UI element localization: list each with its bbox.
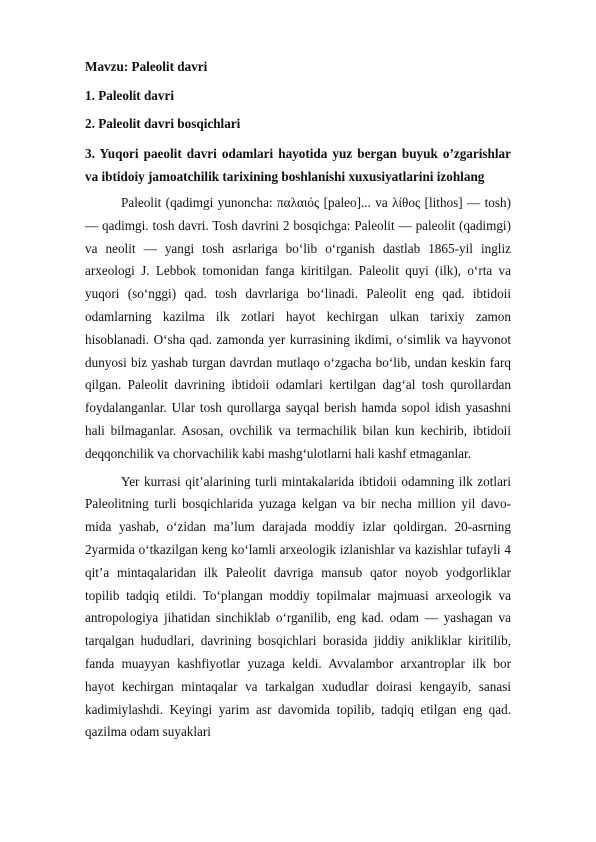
- heading-2: 2. Paleolit davri bosqichlari: [85, 116, 241, 131]
- document-page: [85, 58, 511, 744]
- paragraph-2: Yer kurrasi qit’alarining turli mintakalarida ibtidoii odamning ilk zotlari Paleolitning turli bosqichlarida yuzaga kelgan va bir necha million yil davo-mida yashab, o‘zidan ma’lum darajada moddiy izlar qoldirgan. 20-asrning 2yarmida o‘tkazilgan keng ko‘lamli arxeologik izlanishlar va kazishlar tufayli 4 qit’a mintaqalaridan ilk Paleolit davriga mansub qator noyob yodgorliklar topilib tadqiq etildi. To‘plangan moddiy topilmalar majmuasi arxeologik va antropologiya jihatidan sinchiklab o‘rganilib, eng kad. odam — yashagan va tarqalgan hududlari, davrining bosqichlari borasida jiddiy anikliklar kiritilib, fanda muayyan kashfiyotlar yuzaga keldi. Avvalambor arxantroplar ilk bor hayot kechirgan mintaqalar va tarkalgan xududlar doirasi kengayib, sanasi kadimiylashdi. Keyingi yarim asr davomida topilib, tadqiq etilgan eng qad. qazilma odam suyaklari: [85, 473, 511, 740]
- heading-3: 3. Yuqori paeolit davri odamlari hayotida yuz bergan buyuk o’zgarishlar va ibtidoiy jamoatchilik tarixining boshlanishi xuxusiyatlarini izohlang: [85, 146, 511, 184]
- heading-1: 1. Paleolit davri: [85, 88, 175, 103]
- document-topic: Mavzu: Paleolit davri: [85, 59, 208, 74]
- paragraph-1: Paleolit (qadimgi yunoncha: παλαιός [paleo]... va λίθος [lithos] — tosh) — qadimgi. tosh davri. Tosh davrini 2 bosqichga: Paleolit — paleolit (qadimgi) va neolit — yangi tosh asrlariga bo‘lib o‘rganish dastlab 1865-yil ingliz arxeologi J. Lebbok tomonidan fanga kiritilgan. Paleolit quyi (ilk), o‘rta va yuqori (so‘nggi) qad. tosh davrlariga bo‘linadi. Paleolit eng qad. ibtidoii odamlarning kazilma ilk zotlari hayot kechirgan ulkan tarixiy zamon hisoblanadi. O‘sha qad. zamonda yer kurrasining ikdimi, o‘simlik va hayvonot dunyosi biz yashab turgan davrdan mutlaqo o‘zgacha bo‘lib, undan keskin farq qilgan. Paleolit davrining ibtidoii odamlari kertilgan dag‘al tosh qurollardan foydalanganlar. Ular tosh qurollarga sayqal berish hamda sopol idish yasashni hali bilmaganlar. Asosan, ovchilik va termachilik bilan kun kechirib, ibtidoii deqqonchilik va chorvachilik kabi mashg‘ulotlarni hali kashf etmaganlar.: [85, 195, 511, 461]
